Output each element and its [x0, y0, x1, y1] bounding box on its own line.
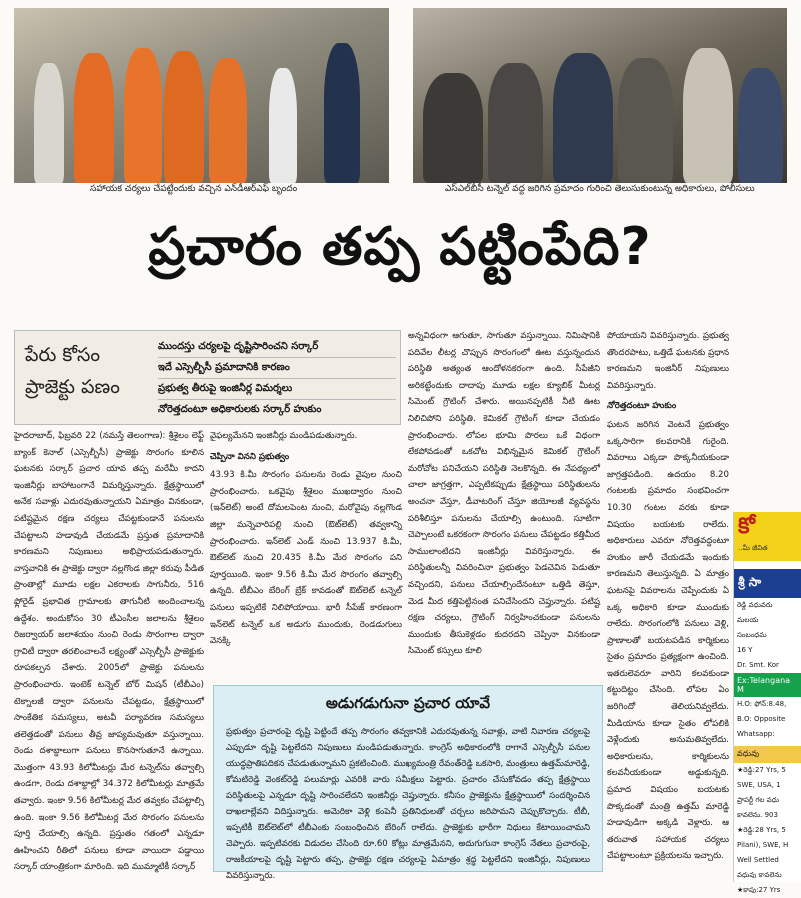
ad-line: H.O: ఫోన్:8.48,	[737, 700, 787, 708]
advertisement	[733, 512, 801, 894]
subhead-title: పేరు కోసం ప్రాజెక్టు పణం	[25, 344, 120, 398]
ad-line: ★రెడ్డి:27 Yrs, 5	[737, 766, 786, 774]
ad-line: కావలెను. 903	[737, 811, 778, 819]
ad-line: Well Settled	[737, 856, 779, 864]
ad-line: సంబంధమ	[737, 631, 767, 639]
subhead-point: ఇదే ఎస్సెల్బీసీ ప్రమాదానికి కారణం	[158, 358, 396, 379]
photo-caption-right: ఎస్‌ఎల్‌బీసీ టన్నెల్ వద్ద జరిగిన ప్రమాదం గురించి తెలుసుకుంటున్న అధికారులు, పోలీసులు	[445, 184, 755, 194]
ad-line: Ex:Telangana M	[734, 673, 801, 697]
sidebar-story-box	[213, 685, 603, 881]
section-subhead: నోరెత్తదంటూ హుకుం	[607, 401, 677, 412]
ad-line: Whatsapp:	[737, 730, 775, 738]
subhead-points	[158, 337, 396, 420]
ad-brand-tag: ..మీ జీవిత	[738, 544, 768, 552]
photo-caption-left: సహాయక చర్యలు చేపట్టేందుకు వచ్చిన ఎన్‌డీఆర్‌ఎఫ్ బృందం	[90, 184, 298, 194]
ad-brand	[734, 512, 801, 561]
ad-line: ప్రాపర్టీ గల వధు	[737, 796, 779, 804]
ad-brand-name: కో	[738, 514, 755, 539]
ad-banner: శ్రీ సా	[734, 569, 801, 598]
article-column-4	[607, 328, 729, 873]
ad-line: మలయ	[737, 616, 759, 624]
ad-line: B.O: Opposite	[737, 715, 786, 723]
subhead-box	[14, 330, 401, 425]
ad-line: 16 Y	[737, 646, 753, 654]
sidebar-story-body: ప్రభుత్వం ప్రచారంపై దృష్టి పెట్టిందే తప్ప సొరంగం తవ్వకానికి ఎదురవుతున్న సవాళ్లు, వాటి నివారణ చర్యలపై ఎప్పుడూ దృష్టి పెట్టలేదని నిపుణులు మండిపడుతున్నారు. కాంగ్రెస్ అధికారంలోకి రాగానే ఎస్సెల్బీసీ పనుల యుద్ధప్రాతిపదికన చేపడుతున్నామని ప్రకటించింది. ముఖ్యమంత్రి రేవంత్‌రెడ్డి ఒకసారి, మంత్రులు ఉత్తమ్‌మారెడ్డి, కోమటిరెడ్డి వెంకట్‌రెడ్డి పలుమార్లు ఎవరికి వారు సమీక్షలు పెట్టారు. ప్రచారం చేసుకోవడం తప్ప క్షేత్రస్థాయి పరిస్థితులపై ఎన్నడూ దృష్టి సారించలేదని ఇంజినీర్లు చెప్తున్నారు. కనీసం ప్రాజెక్టును క్షేత్రస్థాయిలో సందర్శించిన దాఖలాల్లేవని విదిస్తున్నారు. అమెరికా వెళ్లి కంపెనీ ప్రతినిధులతో చర్చలు జరిపామని చెప్పుకొచ్చారు. టీబీ, ఇప్పటికీ ఔట్‌లెట్‌లో టీబీఎంకు సంబంధించిన బేరింగ్ రాలేదు. ప్రాజెక్టుకు భారీగా నిధులు కేటాయించామని చెప్పారు. ఇప్పటివరకు విడుదల చేసింది రూ.60 కోట్లు మాత్రమేనని, అదుగుగునా కాంగ్రెస్ నేతలు ప్రచారంపై, రాజకీయాలపై దృష్టి పెట్టారు తప్ప, ప్రాజెక్టు రక్షణ చర్యలపై ఏమాత్రం శ్రద్ధ పెట్టలేదని ఇంజినీర్లు, నిపుణులు వివరిస్తున్నారు.	[226, 727, 590, 881]
ad-line: Pilani), SWE, H	[737, 841, 789, 849]
ad-strip: వధువు	[734, 746, 801, 763]
ad-line: ★రెడ్డి:28 Yrs, 5	[737, 826, 786, 834]
headline: ప్రచారం తప్ప పట్టింపేది?	[148, 217, 652, 277]
article-column-3	[408, 328, 600, 683]
article-paragraph: పోయాయని వివరిస్తున్నారు. ప్రభుత్వ తొందరపాటు, ఒత్తిడే ఘటనకు ప్రధాన కారణమని ఇంజినీర్ నిపుణులు వివరిస్తున్నారు.	[607, 331, 729, 391]
article-paragraph: హైదరాబాద్, ఫిబ్రవరి 22 (నమస్తే తెలంగాణ): శ్రీశైలం లెఫ్ట్ బ్యాంక్ కెనాల్ (ఎస్సెల్బీసీ) ప్రాజెక్టు సొరంగం కూలిన ఘటనకు సర్కార్ ప్రచార యావ తప్ప మరేమీ కాదని ఇంజినీర్లు బాహాటంగానే విమర్శిస్తున్నారు. క్షేత్రస్థాయిలో అనేక సవాళ్లు ఎదురవుతున్నాయని ఏమాత్రం వినకుండా, పటిష్టమైన రక్షణ చర్యలు చేపట్టకుండానే పనులను చేపట్టాలని హడావుడి చేయడమే ప్రస్తుత ప్రమాదానికి కారణమని నిపుణులు అభిప్రాయపడుతున్నారు. వాస్తవానికి ఈ ప్రాజెక్టు ద్వారా నల్లగొండ జిల్లా కరువు పీడిత ప్రాంతాల్లో మూడు లక్షల ఎకరాలకు సాగునీరు, 516 ఫ్లోరైడ్ ప్రభావిత గ్రామాలకు తాగునీటి అందించాలన్న ఉద్దేశం. అందుకోసం 30 టీఎంసీల జలాలను శ్రీశైలం రిజర్వాయర్ జలాశయం నుంచి రెండు సొరంగాల ద్వారా గ్రావిటీ ద్వారా తరలించాలనే లక్ష్యంతో ఎస్సెల్బీసీ ప్రాజెక్టుకు రూపకల్పన చేశారు. 2005లో ప్రాజెక్టు పనులను ప్రారంభించారు. ఇంటెక్ టన్నెల్ బోర్ మిషన్ (టీబీఎం) టెక్నాలజీ ద్వారా పనులను చేపట్టడం, క్షేత్రస్థాయిలో సాంకేతిక సమస్యలు, అటవీ పర్యావరణ సమస్యలు తలెత్తడంతో పనులు తీవ్ర జాప్యమవుతూ వస్తున్నాయి. రెండు దశాబ్దాలుగా పనులు కొనసాగుతూనే ఉన్నాయి. మొత్తంగా 43.93 కిలోమీటర్లు మేర టన్నెల్‌ను తవ్వాల్సి ఉండగా, రెండు దశాబ్దాల్లో 34.372 కిలోమీటర్లు మాత్రమే తవ్వారు. ఇంకా 9.56 కిలోమీటర్ల మేర తవ్వకం చేపట్టాల్సి ఉంది. ఇంకా 9.56 కిలోమీటర్ల మేర సొరంగం పనులను పూర్తి చేయాల్సి ఉన్నది. ప్రస్తుతం గతంలో ఎన్నడూ ఊహించని రీతిలో పనులు కూడా వాయిదా పడ్డాయి సర్కార్ యాంత్రికంగా మారింది. ఇది ముమ్మాటికీ సర్కార్	[14, 431, 204, 873]
subhead-point: ముందస్తు చర్యలపై దృష్టిసారించని సర్కార్	[158, 337, 396, 358]
subhead-point: నోరెత్తదంటూ అధికారులకు సర్కార్ హుకుం	[158, 404, 322, 415]
article-paragraph: ఘటన జరిగిన వెంటనే ప్రభుత్వం ఒక్కసారిగా కలవరానికి గురైంది. వివరాలు ఎక్కడా పొక్కనీయకుండా జాగ్రత్తపడింది. ఉదయం 8.20 గంటలకు ప్రమాదం సంభవించగా 10.30 గంటల వరకు కూడా విషయం బయటకు రాలేదు. అధికారులు ఎవరూ నోరెత్తవద్దంటూ హుకుం జారీ చేయడమే ఇందుకు కారణమని తెలుస్తున్నది. ఏ మాత్రం ఘటనపై వివరాలను చెప్పేందుకు ఏ ఒక్క అధికారి కూడా ముందుకు రాలేదు. సొరంగంలోకి పనులు వెళ్లి, ప్రాణాలతో బయటపడిన కార్మికులు సైతం ప్రమాదం ప్రత్యక్షంగా ఉంచింది. ఇతరులెవరూ వారిని కలవకుండా కట్టుదిట్టం చేసింది. లోపల ఏం జరిగిందో తెలియనివ్వలేదు. మీడియాను కూడా సైతం లోపలికి వెళ్లేందుకు అనుమతివ్వలేదు. అధికారులను, కార్మికులను కలవనీయకుండా అడ్డుకున్నది. ప్రమాద విషయం బయటకు పొక్కడంతో మంత్రి ఉత్తమ్ మారెడ్డి హడావుడిగా అక్కడి వెళ్లారు. ఆ తరువాత సహాయక చర్యలు చేపట్టాలంటూ ప్రక్రియలను ఇచ్చారు.	[607, 419, 729, 862]
article-column-1	[14, 428, 204, 874]
sidebar-story-title: అడుగడుగునా ప్రచార యావే	[325, 694, 491, 712]
ad-line: ★కాపు:27 Yrs	[737, 886, 781, 894]
article-paragraph: అన్నవిధంగా ఆగుతూ, సాగుతూ వస్తున్నాయి. నిమిషానికి పదివేల లీటర్ల చొప్పున సొరంగంలో ఊట వస్తున్నందున పరిస్థితి అత్యంత ఆందోళనకరంగా ఉంది. సీపేజీని అరికట్టేందుకు దాదాపు మూడు లక్షల క్యూబిక్ మీటర్ల సిమెంట్ గ్రౌటింగ్ చేశారు. అయినప్పటికీ నీటి ఊట నిలిచిపోని పరిస్థితి. కెమికల్ గ్రౌటింగ్ కూడా చేయడం ప్రారంభించారు. లోపల భూమి పొరలు ఒకే విధంగా లేకపోవడంతో ఒకచోట విభిన్నమైన కెమికల్ గ్రౌటింగ్ మరోచోట పనిచేయని పరిస్థితి నెలకొన్నది. ఈ నేపథ్యంలో చాలా జాగ్రత్తగా, ఎప్పటికప్పుడు క్షేత్రస్థాయి పరిస్థితులను అంచనా వేస్తూ, డీవాటరింగ్ చేస్తూ జియోలజీ వ్యవస్థను పరిశీలిస్తూ పనులను చేయాల్సి ఉంటుంది. సూటిగా చెప్పాలంటే ఒకరకంగా సొరంగం పనులు చేపట్టడం కత్తిమీద సాములాంటిదని ఇంజినీర్లు వివరిస్తున్నారు. ఈ పరిస్థితులన్నీ వివరించినా ప్రభుత్వం పెడచెవిన పెడుతూ వచ్చిందని, పనులు చేయాల్సిందేనంటూ ఒత్తిడి తెస్తూ, మెడ మీద కత్తిపెట్టినంత పనిచేసిందని చెప్తున్నారు. పటిష్ట రక్షణ చర్యలు, గ్రౌటింగ్ నిర్వహించకుండా పనులను ముందుకు తీసుకెళ్లడం కుదరదని చెప్పినా వినకుండా సిమెంట్ కస్సులు కూలి	[408, 331, 600, 657]
article-column-2	[210, 428, 402, 683]
ad-line: వధువు కావలెను	[737, 871, 782, 879]
subhead-point: ప్రభుత్వ తీరుపై ఇంజినీర్ల విమర్శలు	[158, 379, 396, 400]
photo-officials-police	[413, 8, 787, 183]
article-paragraph: 43.93 కి.మీ సొరంగం పనులను రెండు వైపుల నుంచి ప్రారంభించారు. ఒకవైపు శ్రీశైలం ముఖద్వారం నుంచి (ఇన్‌లెట్) అంటే దోమలపెంట నుంచి, మరోవైపు నల్లగొండ జిల్లా మన్నెవారిపల్లి నుంచి (ఔట్‌లెట్) తవ్వకాన్ని ప్రారంభించారు. ఇన్‌లెట్ ఎండ్ నుంచి 13.937 కి.మీ, ఔట్‌లెట్ నుంచి 20.435 కి.మీ మేర సొరంగం పని పూర్తయింది. ఇంకా 9.56 కి.మీ మేర సొరంగం తవ్వాల్సి ఉన్నది. టీబీఎం బేరింగ్ బ్రేక్ కావడంతో ఔట్‌లెట్ టన్నెల్ పనులు ఇప్పటికే నిలిపోయాయి. భారీ సీపేజ్ కారణంగా ఇన్‌లెట్ టన్నెల్ ఒక అడుగు ముందుకు, రెండడుగులు వెనక్కి	[210, 470, 402, 647]
ad-line: Dr. Smt. Kor	[737, 661, 779, 669]
article-paragraph: వైఫల్యమేనని ఇంజినీర్లు మండిపడుతున్నారు.	[210, 431, 358, 441]
ad-line: రెడ్డి వధువరు	[737, 601, 773, 609]
ad-line: SWE, USA, 1	[737, 781, 781, 789]
section-subhead: చెప్పినా వినని ప్రభుత్వం	[210, 451, 290, 462]
photo-ndrf-team	[14, 8, 389, 183]
